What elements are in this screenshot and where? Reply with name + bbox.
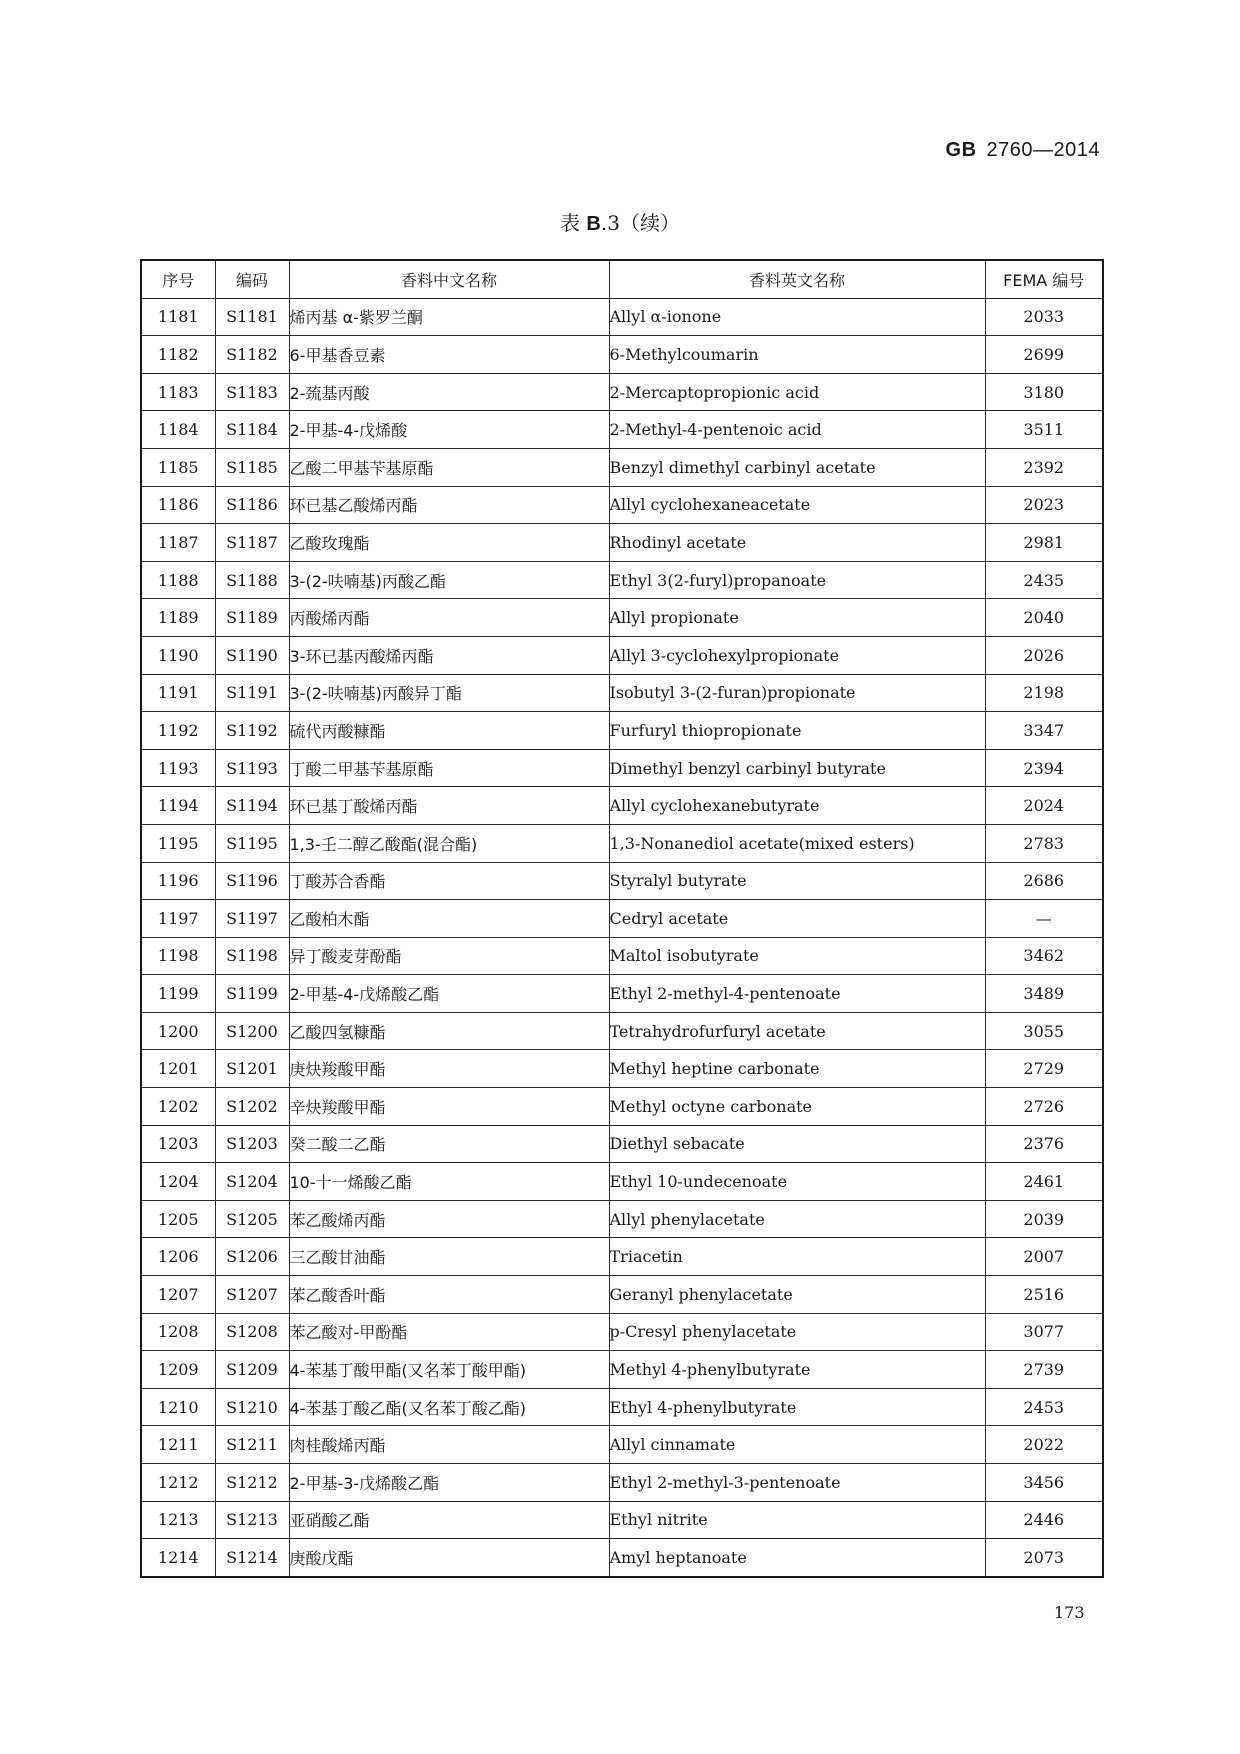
- english-name-cell: Methyl octyne carbonate: [609, 1088, 985, 1126]
- chinese-name-cell: 庚酸戊酯: [289, 1539, 609, 1577]
- fema-number-cell: 2024: [985, 787, 1103, 825]
- chinese-name-cell: 辛炔羧酸甲酯: [289, 1088, 609, 1126]
- table-row: [141, 1539, 1103, 1577]
- chinese-name-cell: 3-(2-呋喃基)丙酸异丁酯: [289, 674, 609, 712]
- serial-number-cell: 1195: [141, 824, 215, 862]
- table-row: [141, 1200, 1103, 1238]
- serial-number-cell: 1209: [141, 1351, 215, 1389]
- serial-number-cell: 1206: [141, 1238, 215, 1276]
- fema-number-cell: 2453: [985, 1388, 1103, 1426]
- table-row: [141, 1276, 1103, 1314]
- fema-number-cell: 2981: [985, 524, 1103, 562]
- fema-number-cell: 2783: [985, 824, 1103, 862]
- serial-number-cell: 1211: [141, 1426, 215, 1464]
- fema-number-cell: 2040: [985, 599, 1103, 637]
- chinese-name-cell: 庚炔羧酸甲酯: [289, 1050, 609, 1088]
- chinese-name-cell: 2-甲基-4-戊烯酸: [289, 411, 609, 449]
- column-header-fema-number: FEMA 编号: [985, 260, 1103, 298]
- english-name-cell: Ethyl 2-methyl-4-pentenoate: [609, 975, 985, 1013]
- code-cell: S1188: [215, 561, 289, 599]
- table-row: [141, 298, 1103, 336]
- column-header-english-name: 香料英文名称: [609, 260, 985, 298]
- fema-number-cell: 2073: [985, 1539, 1103, 1577]
- english-name-cell: Triacetin: [609, 1238, 985, 1276]
- table-row: [141, 1351, 1103, 1389]
- english-name-cell: Ethyl 10-undecenoate: [609, 1163, 985, 1201]
- chinese-name-cell: 4-苯基丁酸乙酯(又名苯丁酸乙酯): [289, 1388, 609, 1426]
- table-caption-id: B: [586, 213, 601, 235]
- chinese-name-cell: 2-甲基-3-戊烯酸乙酯: [289, 1464, 609, 1502]
- english-name-cell: Rhodinyl acetate: [609, 524, 985, 562]
- serial-number-cell: 1181: [141, 298, 215, 336]
- table-row: [141, 937, 1103, 975]
- english-name-cell: Allyl cinnamate: [609, 1426, 985, 1464]
- code-cell: S1192: [215, 712, 289, 750]
- fema-number-cell: 3511: [985, 411, 1103, 449]
- chinese-name-cell: 乙酸四氢糠酯: [289, 1012, 609, 1050]
- english-name-cell: 6-Methylcoumarin: [609, 336, 985, 374]
- english-name-cell: Ethyl 2-methyl-3-pentenoate: [609, 1464, 985, 1502]
- fema-number-cell: 2739: [985, 1351, 1103, 1389]
- serial-number-cell: 1191: [141, 674, 215, 712]
- serial-number-cell: 1189: [141, 599, 215, 637]
- english-name-cell: Allyl 3-cyclohexylpropionate: [609, 636, 985, 674]
- fema-number-cell: —: [985, 900, 1103, 938]
- english-name-cell: 2-Methyl-4-pentenoic acid: [609, 411, 985, 449]
- chinese-name-cell: 3-环已基丙酸烯丙酯: [289, 636, 609, 674]
- table-row: [141, 1163, 1103, 1201]
- code-cell: S1209: [215, 1351, 289, 1389]
- code-cell: S1184: [215, 411, 289, 449]
- chinese-name-cell: 癸二酸二乙酯: [289, 1125, 609, 1163]
- table-row: [141, 1088, 1103, 1126]
- fema-number-cell: 2376: [985, 1125, 1103, 1163]
- chinese-name-cell: 2-巯基丙酸: [289, 373, 609, 411]
- table-row: [141, 373, 1103, 411]
- english-name-cell: Isobutyl 3-(2-furan)propionate: [609, 674, 985, 712]
- table-row: [141, 1426, 1103, 1464]
- chinese-name-cell: 4-苯基丁酸甲酯(又名苯丁酸甲酯): [289, 1351, 609, 1389]
- code-cell: S1207: [215, 1276, 289, 1314]
- code-cell: S1181: [215, 298, 289, 336]
- serial-number-cell: 1196: [141, 862, 215, 900]
- code-cell: S1211: [215, 1426, 289, 1464]
- fragrance-table: [140, 259, 1104, 1578]
- serial-number-cell: 1202: [141, 1088, 215, 1126]
- code-cell: S1205: [215, 1200, 289, 1238]
- serial-number-cell: 1184: [141, 411, 215, 449]
- fema-number-cell: 2461: [985, 1163, 1103, 1201]
- fema-number-cell: 3347: [985, 712, 1103, 750]
- english-name-cell: Allyl α-ionone: [609, 298, 985, 336]
- serial-number-cell: 1197: [141, 900, 215, 938]
- english-name-cell: Benzyl dimethyl carbinyl acetate: [609, 448, 985, 486]
- chinese-name-cell: 丙酸烯丙酯: [289, 599, 609, 637]
- table-row: [141, 787, 1103, 825]
- table-row: [141, 1313, 1103, 1351]
- table-row: [141, 824, 1103, 862]
- chinese-name-cell: 苯乙酸对-甲酚酯: [289, 1313, 609, 1351]
- standard-prefix: GB: [945, 139, 977, 161]
- code-cell: S1208: [215, 1313, 289, 1351]
- chinese-name-cell: 2-甲基-4-戊烯酸乙酯: [289, 975, 609, 1013]
- english-name-cell: Furfuryl thiopropionate: [609, 712, 985, 750]
- code-cell: S1187: [215, 524, 289, 562]
- chinese-name-cell: 环已基乙酸烯丙酯: [289, 486, 609, 524]
- fema-number-cell: 2726: [985, 1088, 1103, 1126]
- column-header-serial: 序号: [141, 260, 215, 298]
- page-number: 173: [1054, 1603, 1085, 1622]
- code-cell: S1193: [215, 749, 289, 787]
- english-name-cell: Dimethyl benzyl carbinyl butyrate: [609, 749, 985, 787]
- serial-number-cell: 1185: [141, 448, 215, 486]
- code-cell: S1199: [215, 975, 289, 1013]
- code-cell: S1195: [215, 824, 289, 862]
- fema-number-cell: 3462: [985, 937, 1103, 975]
- table-row: [141, 975, 1103, 1013]
- serial-number-cell: 1205: [141, 1200, 215, 1238]
- code-cell: S1212: [215, 1464, 289, 1502]
- column-header-code: 编码: [215, 260, 289, 298]
- english-name-cell: Ethyl nitrite: [609, 1501, 985, 1539]
- english-name-cell: Tetrahydrofurfuryl acetate: [609, 1012, 985, 1050]
- chinese-name-cell: 苯乙酸烯丙酯: [289, 1200, 609, 1238]
- english-name-cell: Maltol isobutyrate: [609, 937, 985, 975]
- fema-number-cell: 2023: [985, 486, 1103, 524]
- english-name-cell: Ethyl 3(2-furyl)propanoate: [609, 561, 985, 599]
- english-name-cell: Allyl cyclohexaneacetate: [609, 486, 985, 524]
- chinese-name-cell: 亚硝酸乙酯: [289, 1501, 609, 1539]
- table-body: [141, 298, 1103, 1577]
- fema-number-cell: 2039: [985, 1200, 1103, 1238]
- code-cell: S1189: [215, 599, 289, 637]
- english-name-cell: Diethyl sebacate: [609, 1125, 985, 1163]
- chinese-name-cell: 6-甲基香豆素: [289, 336, 609, 374]
- english-name-cell: p-Cresyl phenylacetate: [609, 1313, 985, 1351]
- code-cell: S1210: [215, 1388, 289, 1426]
- serial-number-cell: 1182: [141, 336, 215, 374]
- table-row: [141, 336, 1103, 374]
- table-row: [141, 712, 1103, 750]
- table-row: [141, 1388, 1103, 1426]
- chinese-name-cell: 乙酸柏木酯: [289, 900, 609, 938]
- table-row: [141, 636, 1103, 674]
- table-row: [141, 1501, 1103, 1539]
- code-cell: S1196: [215, 862, 289, 900]
- fema-number-cell: 2392: [985, 448, 1103, 486]
- table-row: [141, 862, 1103, 900]
- code-cell: S1183: [215, 373, 289, 411]
- english-name-cell: Allyl propionate: [609, 599, 985, 637]
- serial-number-cell: 1193: [141, 749, 215, 787]
- code-cell: S1182: [215, 336, 289, 374]
- table-row: [141, 1238, 1103, 1276]
- code-cell: S1198: [215, 937, 289, 975]
- fema-number-cell: 2435: [985, 561, 1103, 599]
- serial-number-cell: 1210: [141, 1388, 215, 1426]
- serial-number-cell: 1208: [141, 1313, 215, 1351]
- table-row: [141, 524, 1103, 562]
- chinese-name-cell: 苯乙酸香叶酯: [289, 1276, 609, 1314]
- table-row: [141, 486, 1103, 524]
- fema-number-cell: 2198: [985, 674, 1103, 712]
- table-row: [141, 749, 1103, 787]
- serial-number-cell: 1201: [141, 1050, 215, 1088]
- english-name-cell: Geranyl phenylacetate: [609, 1276, 985, 1314]
- table-row: [141, 1050, 1103, 1088]
- table-header-row: [141, 260, 1103, 298]
- fema-number-cell: 2729: [985, 1050, 1103, 1088]
- table-row: [141, 674, 1103, 712]
- serial-number-cell: 1190: [141, 636, 215, 674]
- fema-number-cell: 2394: [985, 749, 1103, 787]
- english-name-cell: Allyl phenylacetate: [609, 1200, 985, 1238]
- code-cell: S1206: [215, 1238, 289, 1276]
- serial-number-cell: 1207: [141, 1276, 215, 1314]
- chinese-name-cell: 异丁酸麦芽酚酯: [289, 937, 609, 975]
- table-row: [141, 411, 1103, 449]
- table-row: [141, 561, 1103, 599]
- english-name-cell: 2-Mercaptopropionic acid: [609, 373, 985, 411]
- table-caption-prefix: 表: [560, 211, 581, 235]
- chinese-name-cell: 10-十一烯酸乙酯: [289, 1163, 609, 1201]
- chinese-name-cell: 丁酸二甲基苄基原酯: [289, 749, 609, 787]
- fema-number-cell: 2033: [985, 298, 1103, 336]
- chinese-name-cell: 1,3-壬二醇乙酸酯(混合酯): [289, 824, 609, 862]
- serial-number-cell: 1187: [141, 524, 215, 562]
- fema-number-cell: 3489: [985, 975, 1103, 1013]
- code-cell: S1202: [215, 1088, 289, 1126]
- code-cell: S1191: [215, 674, 289, 712]
- fema-number-cell: 2007: [985, 1238, 1103, 1276]
- code-cell: S1197: [215, 900, 289, 938]
- column-header-chinese-name: 香料中文名称: [289, 260, 609, 298]
- chinese-name-cell: 环已基丁酸烯丙酯: [289, 787, 609, 825]
- chinese-name-cell: 乙酸玫瑰酯: [289, 524, 609, 562]
- chinese-name-cell: 3-(2-呋喃基)丙酸乙酯: [289, 561, 609, 599]
- fema-number-cell: 3456: [985, 1464, 1103, 1502]
- code-cell: S1190: [215, 636, 289, 674]
- serial-number-cell: 1199: [141, 975, 215, 1013]
- english-name-cell: Styralyl butyrate: [609, 862, 985, 900]
- fema-number-cell: 2026: [985, 636, 1103, 674]
- english-name-cell: Cedryl acetate: [609, 900, 985, 938]
- standard-number: [946, 139, 1100, 162]
- english-name-cell: Methyl 4-phenylbutyrate: [609, 1351, 985, 1389]
- code-cell: S1213: [215, 1501, 289, 1539]
- fema-number-cell: 3055: [985, 1012, 1103, 1050]
- table-row: [141, 599, 1103, 637]
- fema-number-cell: 2516: [985, 1276, 1103, 1314]
- fema-number-cell: 2446: [985, 1501, 1103, 1539]
- serial-number-cell: 1214: [141, 1539, 215, 1577]
- fema-number-cell: 2022: [985, 1426, 1103, 1464]
- code-cell: S1201: [215, 1050, 289, 1088]
- serial-number-cell: 1198: [141, 937, 215, 975]
- fema-number-cell: 2686: [985, 862, 1103, 900]
- code-cell: S1214: [215, 1539, 289, 1577]
- table-row: [141, 1464, 1103, 1502]
- serial-number-cell: 1203: [141, 1125, 215, 1163]
- chinese-name-cell: 肉桂酸烯丙酯: [289, 1426, 609, 1464]
- serial-number-cell: 1212: [141, 1464, 215, 1502]
- chinese-name-cell: 三乙酸甘油酯: [289, 1238, 609, 1276]
- english-name-cell: 1,3-Nonanediol acetate(mixed esters): [609, 824, 985, 862]
- code-cell: S1200: [215, 1012, 289, 1050]
- code-cell: S1203: [215, 1125, 289, 1163]
- serial-number-cell: 1204: [141, 1163, 215, 1201]
- serial-number-cell: 1192: [141, 712, 215, 750]
- standard-code: 2760—2014: [986, 139, 1100, 161]
- chinese-name-cell: 乙酸二甲基苄基原酯: [289, 448, 609, 486]
- fema-number-cell: 2699: [985, 336, 1103, 374]
- table-row: [141, 448, 1103, 486]
- code-cell: S1194: [215, 787, 289, 825]
- code-cell: S1204: [215, 1163, 289, 1201]
- code-cell: S1186: [215, 486, 289, 524]
- table-row: [141, 900, 1103, 938]
- serial-number-cell: 1188: [141, 561, 215, 599]
- fema-number-cell: 3077: [985, 1313, 1103, 1351]
- code-cell: S1185: [215, 448, 289, 486]
- serial-number-cell: 1194: [141, 787, 215, 825]
- serial-number-cell: 1183: [141, 373, 215, 411]
- english-name-cell: Allyl cyclohexanebutyrate: [609, 787, 985, 825]
- english-name-cell: Ethyl 4-phenylbutyrate: [609, 1388, 985, 1426]
- fema-number-cell: 3180: [985, 373, 1103, 411]
- serial-number-cell: 1200: [141, 1012, 215, 1050]
- chinese-name-cell: 硫代丙酸糠酯: [289, 712, 609, 750]
- table-row: [141, 1125, 1103, 1163]
- english-name-cell: Methyl heptine carbonate: [609, 1050, 985, 1088]
- table-caption: [0, 207, 1240, 236]
- chinese-name-cell: 烯丙基 α-紫罗兰酮: [289, 298, 609, 336]
- table-row: [141, 1012, 1103, 1050]
- serial-number-cell: 1213: [141, 1501, 215, 1539]
- serial-number-cell: 1186: [141, 486, 215, 524]
- english-name-cell: Amyl heptanoate: [609, 1539, 985, 1577]
- chinese-name-cell: 丁酸苏合香酯: [289, 862, 609, 900]
- table-caption-suffix: .3（续）: [600, 211, 680, 235]
